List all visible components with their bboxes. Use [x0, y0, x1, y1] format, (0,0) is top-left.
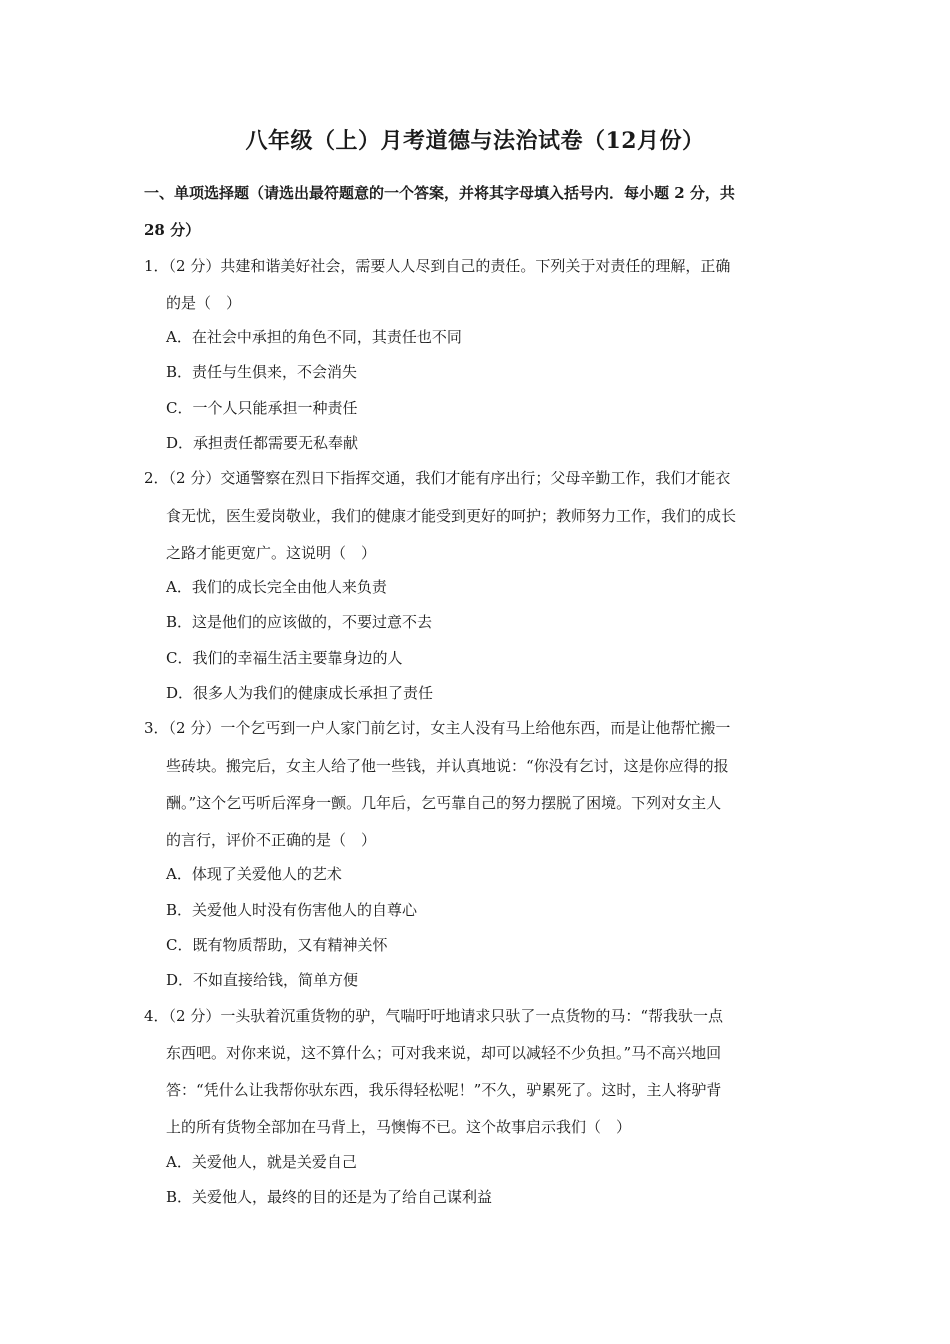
option-b[interactable]: B．关爱他人，最终的目的还是为了给自己谋利益 — [166, 1188, 493, 1206]
option-c[interactable]: C．既有物质帮助，又有精神关怀 — [166, 936, 388, 954]
option-c[interactable]: C．我们的幸福生活主要靠身边的人 — [166, 649, 403, 667]
question-text-line: 酬。”这个乞丐听后浑身一颤。几年后，乞丐靠自己的努力摆脱了困境。下列对女主人 — [166, 794, 722, 812]
option-d[interactable]: D．承担责任都需要无私奉献 — [166, 434, 359, 452]
option-a[interactable]: A．体现了关爱他人的艺术 — [166, 865, 342, 883]
option-a[interactable]: A．在社会中承担的角色不同，其责任也不同 — [166, 328, 462, 346]
option-a[interactable]: A．关爱他人，就是关爱自己 — [166, 1153, 357, 1171]
question-text-line: 答：“凭什么让我帮你驮东西，我乐得轻松呢！”不久，驴累死了。这时，主人将驴背 — [166, 1081, 722, 1099]
option-b[interactable]: B．责任与生俱来，不会消失 — [166, 363, 358, 381]
question-text-line: 之路才能更宽广。这说明（ ） — [166, 544, 377, 562]
question-text-line: 的是（ ） — [166, 294, 242, 312]
section-heading-line-1: 一、单项选择题（请选出最符题意的一个答案，并将其字母填入括号内．每小题 2 分，共 — [144, 184, 735, 202]
question-text-line: 些砖块。搬完后，女主人给了他一些钱，并认真地说：“你没有乞讨，这是你应得的报 — [166, 757, 729, 775]
option-d[interactable]: D．很多人为我们的健康成长承担了责任 — [166, 684, 434, 702]
question-text-line: 食无忧，医生爱岗敬业，我们的健康才能受到更好的呵护；教师努力工作，我们的成长 — [166, 507, 737, 525]
section-heading-line-2: 28 分） — [144, 221, 201, 239]
question-text-line: 1．（2 分）共建和谐美好社会，需要人人尽到自己的责任。下列关于对责任的理解，正确 — [144, 257, 731, 275]
question-text-line: 3．（2 分）一个乞丐到一户人家门前乞讨，女主人没有马上给他东西，而是让他帮忙搬一 — [144, 719, 731, 737]
question-text-line: 4．（2 分）一头驮着沉重货物的驴，气喘吁吁地请求只驮了一点货物的马：“帮我驮一点 — [144, 1007, 724, 1025]
option-a[interactable]: A．我们的成长完全由他人来负责 — [166, 578, 387, 596]
question-text-line: 上的所有货物全部加在马背上，马懊悔不已。这个故事启示我们（ ） — [166, 1118, 632, 1136]
question-text-line: 的言行，评价不正确的是（ ） — [166, 831, 377, 849]
option-c[interactable]: C．一个人只能承担一种责任 — [166, 399, 358, 417]
question-text-line: 2．（2 分）交通警察在烈日下指挥交通，我们才能有序出行；父母辛勤工作，我们才能衣 — [144, 469, 731, 487]
question-text-line: 东西吧。对你来说，这不算什么；可对我来说，却可以减轻不少负担。”马不高兴地回 — [166, 1044, 722, 1062]
option-b[interactable]: B．这是他们的应该做的，不要过意不去 — [166, 613, 433, 631]
option-d[interactable]: D．不如直接给钱，简单方便 — [166, 971, 359, 989]
page-title: 八年级（上）月考道德与法治试卷（12月份） — [245, 128, 705, 154]
option-b[interactable]: B．关爱他人时没有伤害他人的自尊心 — [166, 901, 418, 919]
